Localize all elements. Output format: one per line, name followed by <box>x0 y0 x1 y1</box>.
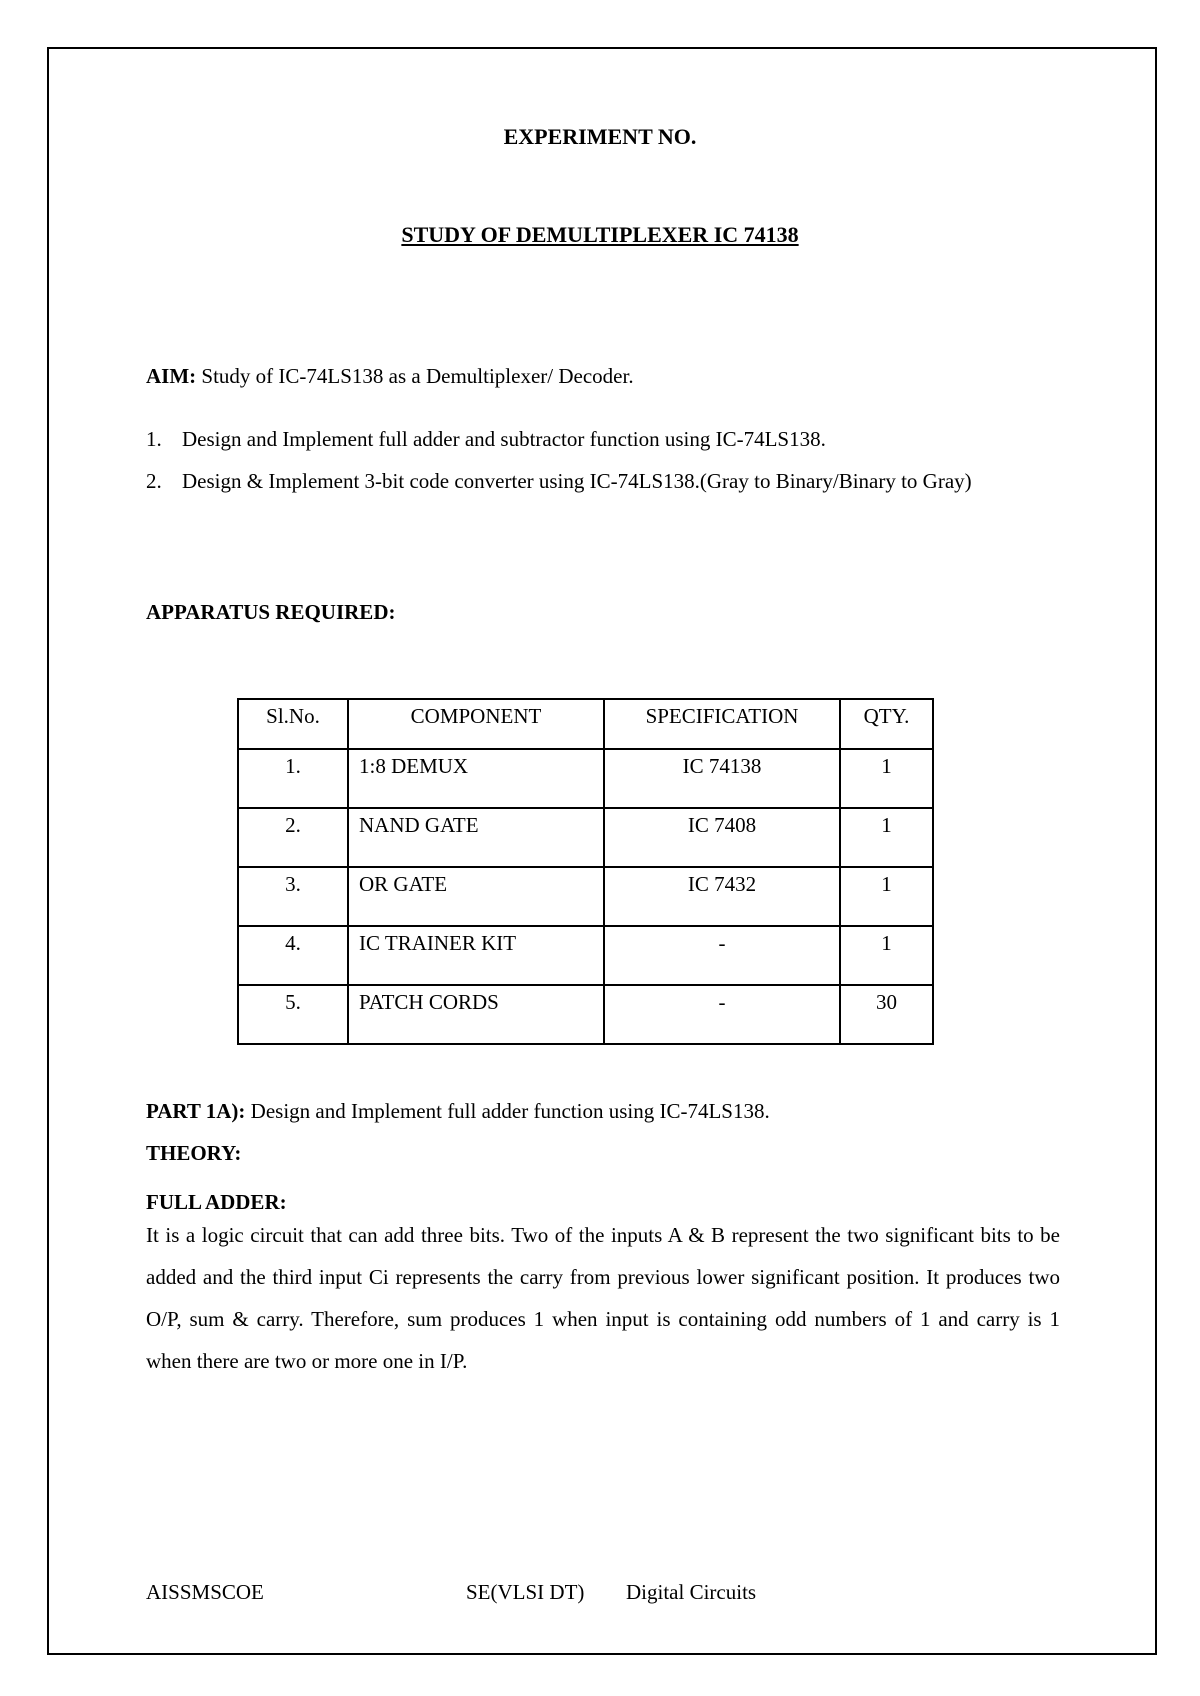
aim-item-number: 2. <box>146 469 162 493</box>
experiment-number: EXPERIMENT NO. <box>503 124 697 149</box>
aim-list-item <box>146 418 1046 460</box>
table-cell: 1 <box>840 926 933 985</box>
aim-statement <box>146 364 634 389</box>
full-adder-paragraph: It is a logic circuit that can add three bits. Two of the inputs A & B represent the two significant bits to be added and the third input Ci represents the carry from previous lower significant position. It produces two O/P, sum & carry. Therefore, sum produces 1 when input is containing odd numbers of 1 and carry is 1 when there are two or more one in I/P. <box>146 1223 1060 1373</box>
table-cell: PATCH CORDS <box>348 985 604 1044</box>
table-row <box>238 867 933 926</box>
apparatus-heading: APPARATUS REQUIRED: <box>146 600 396 624</box>
aim-text: Study of IC-74LS138 as a Demultiplexer/ Decoder. <box>196 364 634 388</box>
table-cell: - <box>604 985 840 1044</box>
table-cell: - <box>604 926 840 985</box>
column-header: COMPONENT <box>348 699 604 749</box>
theory-heading: THEORY: <box>146 1141 242 1165</box>
table-cell: 1 <box>840 749 933 808</box>
table-cell: NAND GATE <box>348 808 604 867</box>
table-cell: IC TRAINER KIT <box>348 926 604 985</box>
aim-list-item <box>146 460 1046 502</box>
table-cell: 1 <box>840 867 933 926</box>
part-1a-statement <box>146 1099 770 1124</box>
table-cell: 4. <box>238 926 348 985</box>
footer-institute: AISSMSCOE <box>146 1580 264 1604</box>
footer-subject: Digital Circuits <box>626 1580 757 1604</box>
table-row <box>238 808 933 867</box>
table-cell: OR GATE <box>348 867 604 926</box>
table-cell: IC 7432 <box>604 867 840 926</box>
footer-course: SE(VLSI DT) <box>466 1580 585 1604</box>
table-row <box>238 926 933 985</box>
aim-item-text: Design & Implement 3-bit code converter using IC-74LS138.(Gray to Binary/Binary to Gray) <box>182 469 972 493</box>
table-cell: 1. <box>238 749 348 808</box>
full-adder-heading: FULL ADDER: <box>146 1190 287 1214</box>
table-cell: 30 <box>840 985 933 1044</box>
column-header: QTY. <box>840 699 933 749</box>
table-cell: IC 7408 <box>604 808 840 867</box>
column-header: Sl.No. <box>238 699 348 749</box>
aim-item-text: Design and Implement full adder and subtractor function using IC-74LS138. <box>182 427 826 451</box>
table-cell: IC 74138 <box>604 749 840 808</box>
table-cell: 1 <box>840 808 933 867</box>
table-row <box>238 749 933 808</box>
apparatus-table <box>237 698 934 1045</box>
table-row <box>238 985 933 1044</box>
part-1a-label: PART 1A): <box>146 1099 246 1123</box>
table-cell: 3. <box>238 867 348 926</box>
aim-list <box>146 418 1046 502</box>
table-cell: 2. <box>238 808 348 867</box>
table-cell: 5. <box>238 985 348 1044</box>
aim-item-number: 1. <box>146 427 162 451</box>
column-header: SPECIFICATION <box>604 699 840 749</box>
part-1a-text: Design and Implement full adder function using IC-74LS138. <box>245 1099 770 1123</box>
table-cell: 1:8 DEMUX <box>348 749 604 808</box>
aim-label: AIM: <box>146 364 197 388</box>
page-title: STUDY OF DEMULTIPLEXER IC 74138 <box>401 222 799 247</box>
table-header-row <box>238 699 933 749</box>
